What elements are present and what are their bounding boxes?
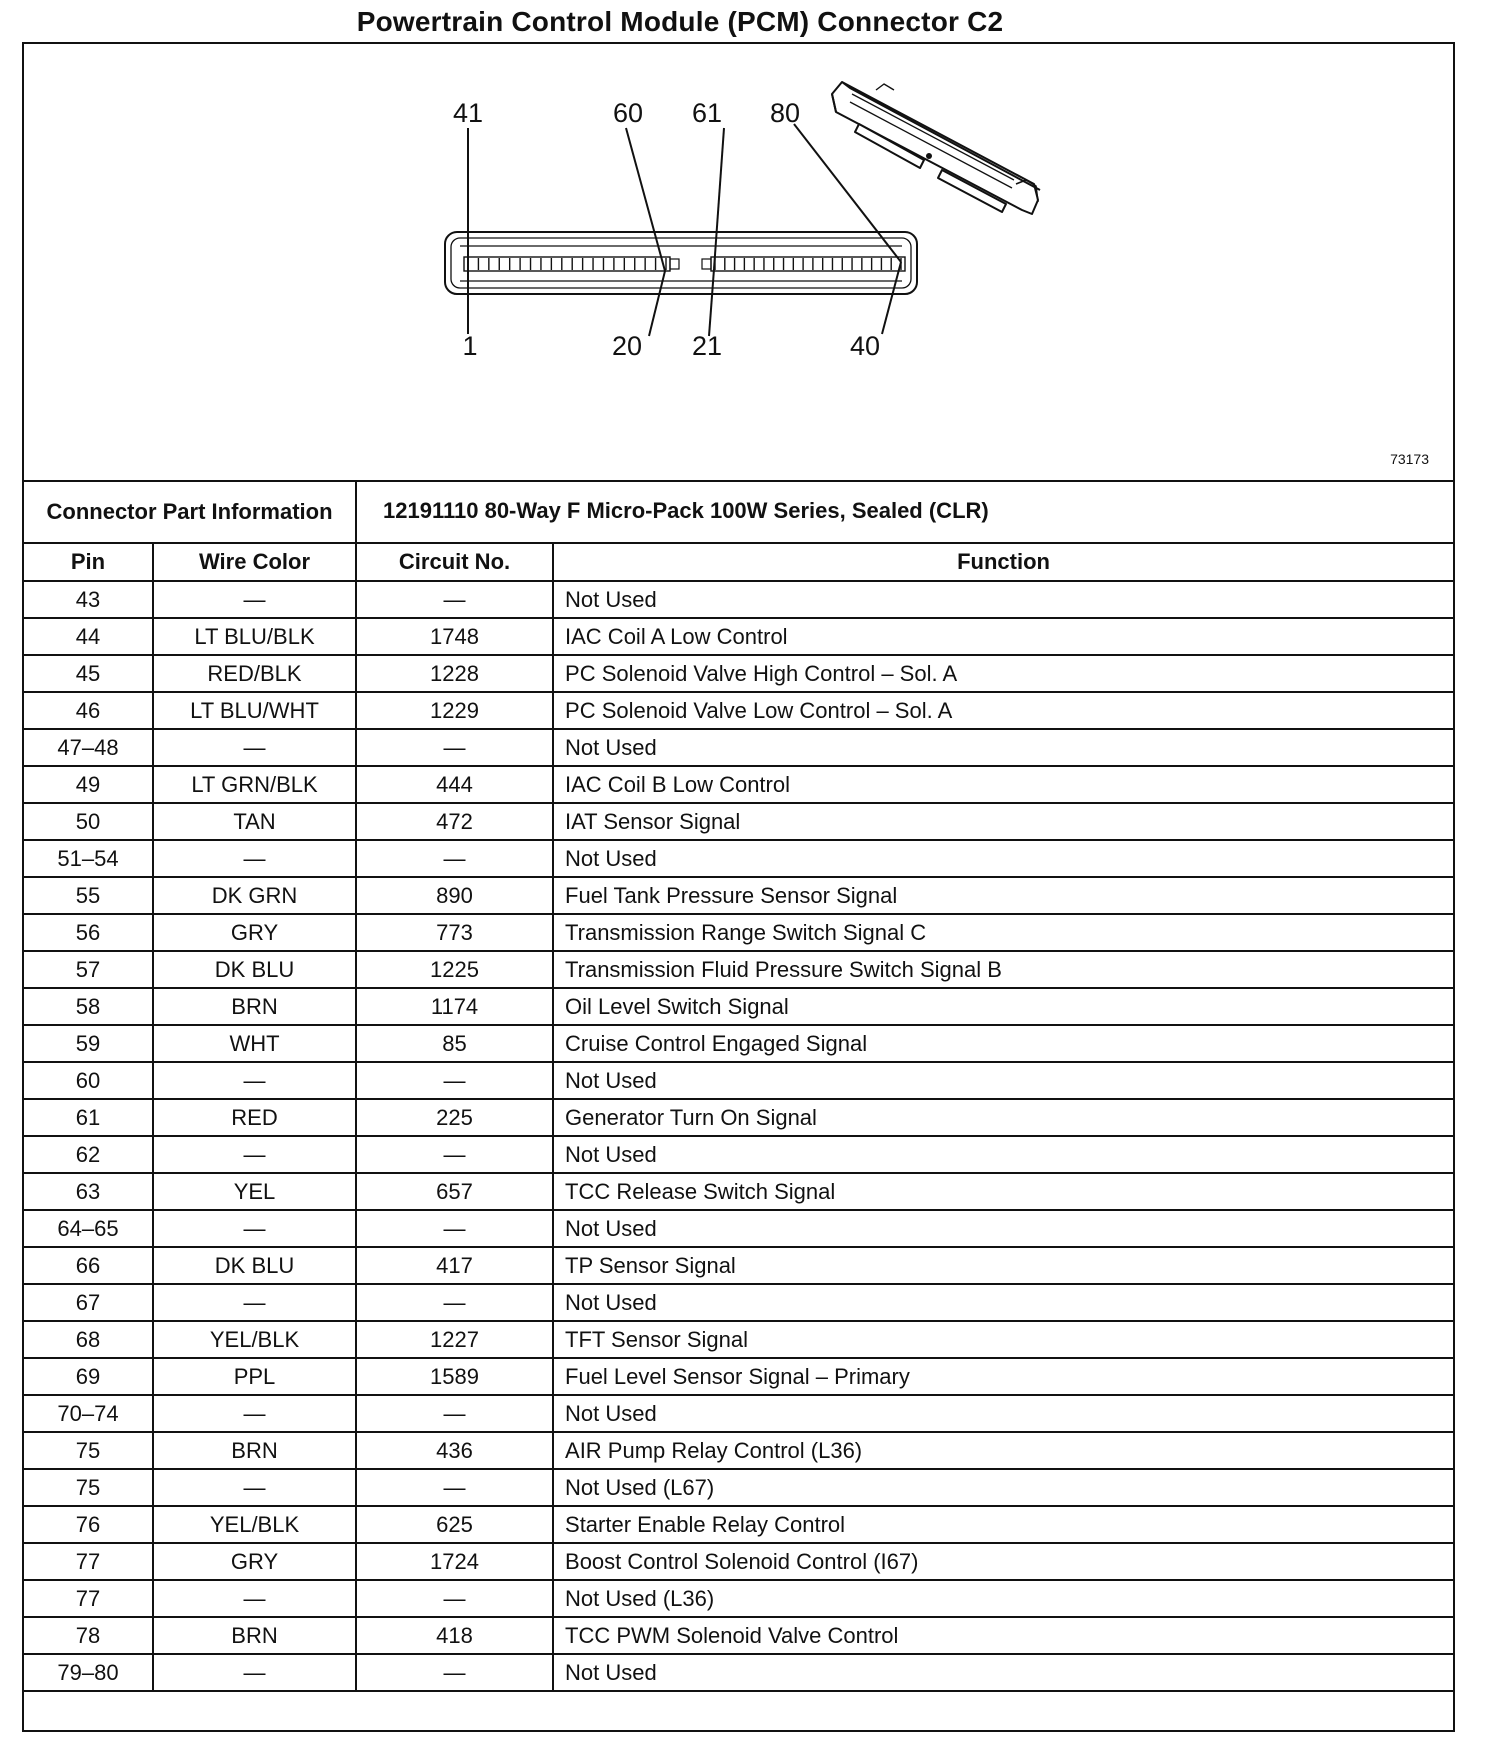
function-cell: TP Sensor Signal [553,1247,1453,1284]
circuit-cell: — [356,581,553,618]
connector-diagram [24,44,1453,482]
circuit-cell: 436 [356,1432,553,1469]
pin-label-80: 80 [769,98,801,128]
wire-color-cell: WHT [153,1025,356,1062]
table-row [24,1173,1453,1210]
function-cell: Not Used [553,729,1453,766]
table-row [24,803,1453,840]
pin-label-1: 1 [462,331,478,361]
wire-color-cell: YEL [153,1173,356,1210]
pin-label-20: 20 [611,331,643,361]
connector-sheet [22,42,1455,1732]
wire-color-cell: TAN [153,803,356,840]
table-row [24,951,1453,988]
circuit-cell: — [356,1580,553,1617]
function-cell: PC Solenoid Valve Low Control – Sol. A [553,692,1453,729]
wire-color-cell: YEL/BLK [153,1321,356,1358]
wire-color-cell: BRN [153,1432,356,1469]
wire-color-cell: PPL [153,1358,356,1395]
table-row [24,1284,1453,1321]
wire-color-cell: — [153,729,356,766]
circuit-cell: — [356,1469,553,1506]
circuit-cell: 1724 [356,1543,553,1580]
figure-number: 73173 [1390,451,1429,467]
pin-cell: 69 [24,1358,153,1395]
wire-color-cell: LT BLU/WHT [153,692,356,729]
function-cell: Transmission Range Switch Signal C [553,914,1453,951]
function-cell: TFT Sensor Signal [553,1321,1453,1358]
circuit-cell: 225 [356,1099,553,1136]
circuit-cell: 1228 [356,655,553,692]
wire-color-cell: DK BLU [153,951,356,988]
function-cell: Not Used [553,1210,1453,1247]
table-row [24,1469,1453,1506]
pin-cell: 64–65 [24,1210,153,1247]
circuit-cell: 1174 [356,988,553,1025]
table-row [24,618,1453,655]
pin-cell: 77 [24,1543,153,1580]
table-header-row [24,543,1453,581]
wire-color-cell: BRN [153,988,356,1025]
wire-color-cell: LT GRN/BLK [153,766,356,803]
wire-color-cell: — [153,1210,356,1247]
function-cell: Cruise Control Engaged Signal [553,1025,1453,1062]
pin-cell: 76 [24,1506,153,1543]
table-row [24,1210,1453,1247]
pin-cell: 58 [24,988,153,1025]
pin-cell: 46 [24,692,153,729]
circuit-cell: 1589 [356,1358,553,1395]
circuit-cell: — [356,840,553,877]
wire-color-cell: GRY [153,1543,356,1580]
function-cell: Not Used [553,840,1453,877]
function-cell: IAC Coil A Low Control [553,618,1453,655]
header-pin: Pin [24,543,153,581]
wire-color-cell: GRY [153,914,356,951]
page-title: Powertrain Control Module (PCM) Connector C2 [356,6,1004,37]
circuit-cell: — [356,1654,553,1691]
wire-color-cell: — [153,1284,356,1321]
pin-cell: 66 [24,1247,153,1284]
circuit-cell: 85 [356,1025,553,1062]
table-row [24,766,1453,803]
function-cell: TCC PWM Solenoid Valve Control [553,1617,1453,1654]
function-cell: Boost Control Solenoid Control (I67) [553,1543,1453,1580]
wire-color-cell: — [153,1469,356,1506]
table-row [24,988,1453,1025]
table-row [24,1025,1453,1062]
pin-cell: 59 [24,1025,153,1062]
pin-cell: 45 [24,655,153,692]
wire-color-cell: RED [153,1099,356,1136]
function-cell: Not Used [553,1284,1453,1321]
table-row [24,581,1453,618]
circuit-cell: 1225 [356,951,553,988]
circuit-cell: 1229 [356,692,553,729]
circuit-cell: 890 [356,877,553,914]
pin-leader-lines [468,124,901,336]
circuit-cell: 472 [356,803,553,840]
connector-info-row [24,480,1453,543]
function-cell: AIR Pump Relay Control (L36) [553,1432,1453,1469]
pin-cell: 55 [24,877,153,914]
table-row [24,729,1453,766]
pin-cell: 44 [24,618,153,655]
circuit-cell: — [356,1136,553,1173]
table-row [24,1099,1453,1136]
function-cell: IAC Coil B Low Control [553,766,1453,803]
table-row [24,914,1453,951]
function-cell: Not Used [553,1395,1453,1432]
wire-color-cell: — [153,1395,356,1432]
function-cell: Not Used [553,581,1453,618]
pin-cell: 78 [24,1617,153,1654]
pin-cell: 43 [24,581,153,618]
circuit-cell: — [356,1395,553,1432]
pin-cell: 61 [24,1099,153,1136]
table-row [24,692,1453,729]
wire-color-cell: BRN [153,1617,356,1654]
table-row [24,655,1453,692]
table-row [24,1580,1453,1617]
function-cell: Not Used [553,1062,1453,1099]
connector-pin-cavities [468,258,901,270]
circuit-cell: 625 [356,1506,553,1543]
table-row [24,1654,1453,1691]
table-row [24,1062,1453,1099]
table-row [24,1136,1453,1173]
wire-color-cell: LT BLU/BLK [153,618,356,655]
wire-color-cell: — [153,1654,356,1691]
pin-label-41: 41 [452,98,484,128]
pin-cell: 57 [24,951,153,988]
circuit-cell: 773 [356,914,553,951]
wire-color-cell: — [153,1062,356,1099]
pin-cell: 47–48 [24,729,153,766]
wire-color-cell: — [153,581,356,618]
header-wire-color: Wire Color [153,543,356,581]
function-cell: TCC Release Switch Signal [553,1173,1453,1210]
wire-color-cell: DK BLU [153,1247,356,1284]
connector-illustration [24,44,1453,480]
wire-color-cell: — [153,840,356,877]
wire-color-cell: RED/BLK [153,655,356,692]
pin-cell: 75 [24,1469,153,1506]
pin-cell: 67 [24,1284,153,1321]
function-cell: Not Used [553,1654,1453,1691]
function-cell: Fuel Tank Pressure Sensor Signal [553,877,1453,914]
function-cell: Transmission Fluid Pressure Switch Signal B [553,951,1453,988]
wire-color-cell: YEL/BLK [153,1506,356,1543]
function-cell: Not Used (L67) [553,1469,1453,1506]
wire-color-cell: — [153,1580,356,1617]
table-row [24,1358,1453,1395]
function-cell: Not Used (L36) [553,1580,1453,1617]
circuit-cell: 1748 [356,618,553,655]
pin-cell: 79–80 [24,1654,153,1691]
table-row [24,1321,1453,1358]
pin-cell: 62 [24,1136,153,1173]
function-cell: Fuel Level Sensor Signal – Primary [553,1358,1453,1395]
function-cell: PC Solenoid Valve High Control – Sol. A [553,655,1453,692]
connector-info-label: Connector Part Information [24,480,356,543]
table-row [24,1395,1453,1432]
pin-cell: 75 [24,1432,153,1469]
connector-info-value: 12191110 80-Way F Micro-Pack 100W Series, Sealed (CLR) [356,480,1453,543]
header-circuit: Circuit No. [356,543,553,581]
table-row [24,1506,1453,1543]
pin-cell: 50 [24,803,153,840]
pinout-table [24,480,1453,1692]
pin-cell: 60 [24,1062,153,1099]
wire-color-cell: — [153,1136,356,1173]
circuit-cell: — [356,1284,553,1321]
pin-cell: 49 [24,766,153,803]
circuit-cell: 444 [356,766,553,803]
circuit-cell: — [356,1062,553,1099]
pin-cell: 56 [24,914,153,951]
table-row [24,1617,1453,1654]
table-row [24,877,1453,914]
circuit-cell: 417 [356,1247,553,1284]
circuit-cell: 657 [356,1173,553,1210]
pin-cell: 63 [24,1173,153,1210]
circuit-cell: 418 [356,1617,553,1654]
wire-color-cell: DK GRN [153,877,356,914]
circuit-cell: — [356,729,553,766]
table-row [24,840,1453,877]
function-cell: Generator Turn On Signal [553,1099,1453,1136]
table-row [24,1543,1453,1580]
circuit-cell: — [356,1210,553,1247]
pin-label-61: 61 [691,98,723,128]
pin-label-60: 60 [612,98,644,128]
circuit-cell: 1227 [356,1321,553,1358]
pin-cell: 51–54 [24,840,153,877]
header-function: Function [553,543,1453,581]
connector-face [445,232,917,294]
function-cell: Starter Enable Relay Control [553,1506,1453,1543]
pin-cell: 70–74 [24,1395,153,1432]
function-cell: Oil Level Switch Signal [553,988,1453,1025]
function-cell: IAT Sensor Signal [553,803,1453,840]
function-cell: Not Used [553,1136,1453,1173]
table-row [24,1432,1453,1469]
table-row [24,1247,1453,1284]
connector-isometric-view [832,82,1040,214]
pin-cell: 77 [24,1580,153,1617]
pin-label-21: 21 [691,331,723,361]
pin-cell: 68 [24,1321,153,1358]
pin-label-40: 40 [849,331,881,361]
